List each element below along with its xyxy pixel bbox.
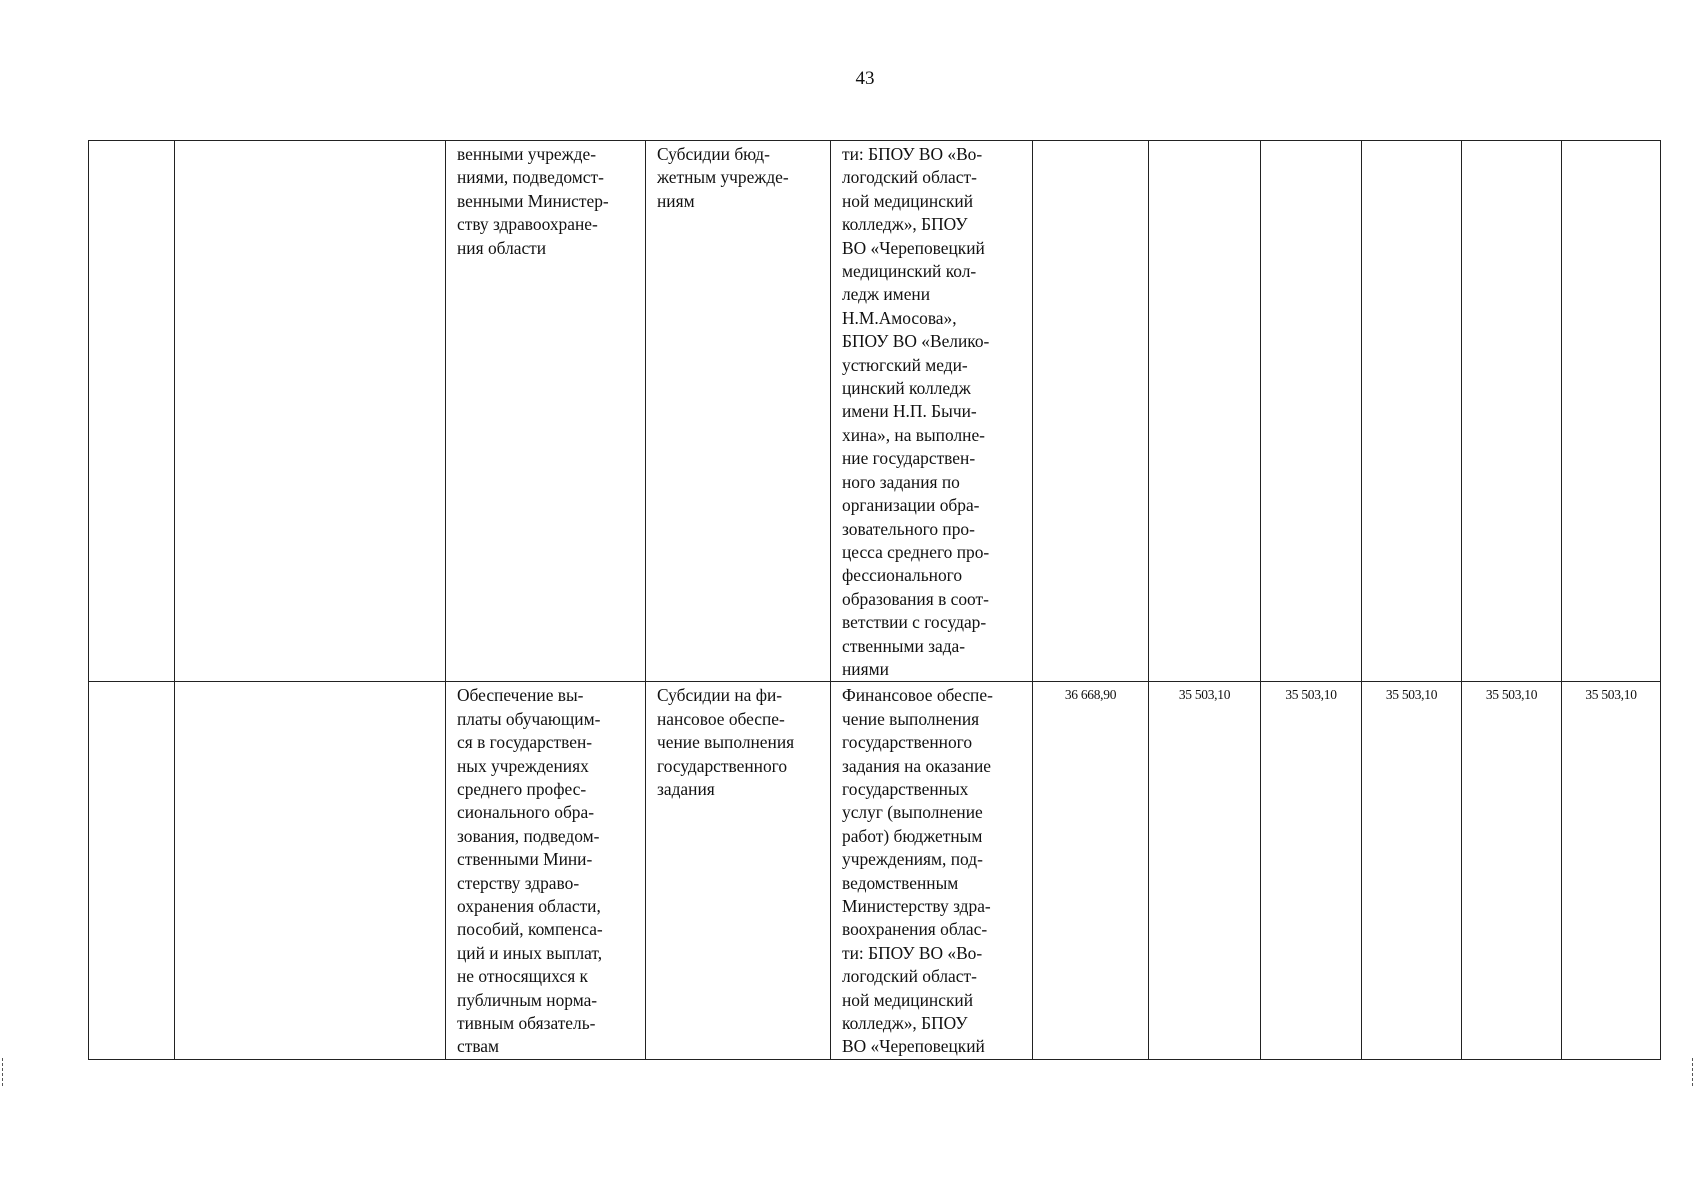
value-text [1261,141,1361,145]
value-cell [1562,682,1661,1060]
value-cell [1362,141,1462,682]
table-row [89,141,1661,682]
value-cell [1462,682,1562,1060]
value-text [1362,141,1461,145]
value-cell [1261,141,1362,682]
expense-type-text: Субсидии бюд- жетным учрежде- ниям [657,144,789,211]
value-text [1562,141,1660,145]
value-text: 35 503,10 [1285,687,1337,703]
expense-type-cell [646,682,831,1060]
description-text: ти: БПОУ ВО «Во- логодский област- ной медицинский колледж», БПОУ ВО «Череповецкий медицинский кол- ледж имени Н.М.Амосова», БПОУ ВО «Велико- устюгский меди- цинский колледж имени Н.П. Бычи- хина», на выполне- ние государствен- ного задания по организации обра- зовательного про- цесса среднего про- фессионального образования в соот- ветствии с государ- ственными зада- ниями [842,144,990,679]
budget-table [88,140,1661,1060]
description-text: Финансовое обеспе- чение выполнения государственного задания на оказание государственных услуг (выполнение работ) бюджетным учреждениям, под- ведомственным Министерству здра- воохранения облас- ти: БПОУ ВО «Во- логодский област- ной медицинский колледж», БПОУ ВО «Череповецкий [842,685,993,1057]
measure-text: венными учрежде- ниями, подведомст- венными Министер- ству здравоохране- ния области [457,144,609,258]
value-cell [1033,141,1149,682]
page-number: 43 [855,68,875,89]
measure-cell [446,682,646,1060]
measure-text: Обеспечение вы- платы обучающим- ся в государствен- ных учреждениях среднего профес- сионального обра- зования, подведом- ственными Мини- стерству здраво- охранения области, пособий, компенса- ций и иных выплат, не относящихся к публичным норма- тивным обязатель- ствам [457,685,603,1057]
scan-margin-mark-right [1692,1058,1695,1086]
program-cell [175,141,446,682]
table-row [89,682,1661,1060]
value-text [1462,141,1561,145]
value-text: 35 503,10 [1178,687,1231,703]
value-cell [1149,141,1261,682]
value-text [1033,141,1148,145]
scan-margin-mark-left [2,1058,5,1086]
value-text: 35 503,10 [1485,687,1538,703]
number-cell [89,682,175,1060]
value-text: 35 503,10 [1585,687,1637,703]
value-cell [1149,682,1261,1060]
number-cell [89,141,175,682]
value-cell [1462,141,1562,682]
expense-type-text: Субсидии на фи- нансовое обеспе- чение выполнения государственного задания [657,685,795,799]
measure-cell [446,141,646,682]
value-text: 36 668,90 [1064,687,1117,703]
description-cell [831,141,1033,682]
value-text [1149,141,1260,145]
value-text: 35 503,10 [1385,687,1438,703]
description-cell [831,682,1033,1060]
value-cell [1033,682,1149,1060]
value-cell [1261,682,1362,1060]
value-cell [1362,682,1462,1060]
program-cell [175,682,446,1060]
value-cell [1562,141,1661,682]
expense-type-cell [646,141,831,682]
